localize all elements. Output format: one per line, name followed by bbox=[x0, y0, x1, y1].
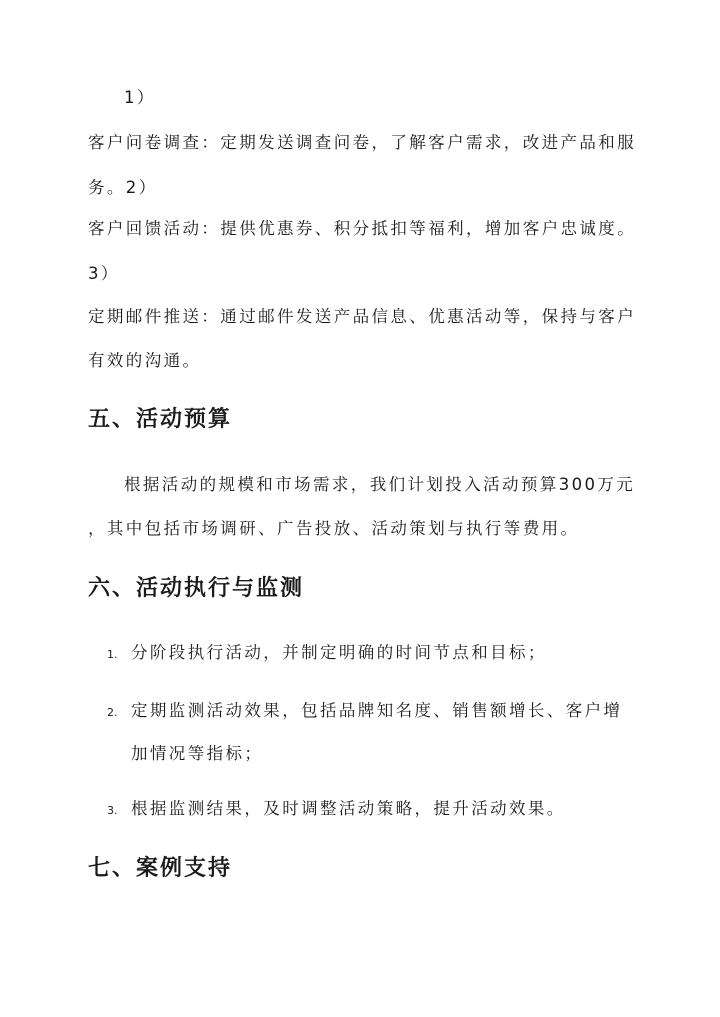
paragraph-line: 务。2） bbox=[88, 178, 158, 197]
paragraph-line: 客户回馈活动：提供优惠券、积分抵扣等福利，增加客户忠诚度。 bbox=[88, 219, 637, 238]
section-heading-budget: 五、活动预算 bbox=[88, 406, 233, 432]
list-marker-1: 1） bbox=[124, 88, 156, 107]
section-heading-cases: 七、案例支持 bbox=[88, 855, 233, 881]
paragraph-line: 客户问卷调查：定期发送调查问卷，了解客户需求，改进产品和服 bbox=[88, 133, 637, 152]
paragraph-line: 根据活动的规模和市场需求，我们计划投入活动预算300万元 bbox=[124, 475, 636, 494]
paragraph-line: 定期邮件推送：通过邮件发送产品信息、优惠活动等，保持与客户 bbox=[88, 307, 637, 326]
list-item-text: 分阶段执行活动，并制定明确的时间节点和目标； bbox=[131, 643, 547, 662]
paragraph-line: 有效的沟通。 bbox=[88, 351, 202, 370]
list-number: 2. bbox=[107, 706, 118, 719]
paragraph-line: ，其中包括市场调研、广告投放、活动策划与执行等费用。 bbox=[88, 519, 580, 538]
list-marker-3: 3） bbox=[88, 264, 120, 283]
list-number: 3. bbox=[107, 804, 118, 817]
section-heading-execution: 六、活动执行与监测 bbox=[88, 575, 305, 601]
list-item-text: 根据监测结果，及时调整活动策略，提升活动效果。 bbox=[131, 799, 566, 818]
list-item-text: 加情况等指标； bbox=[131, 744, 264, 763]
list-number: 1. bbox=[107, 648, 118, 661]
list-item-text: 定期监测活动效果，包括品牌知名度、销售额增长、客户增 bbox=[131, 701, 623, 720]
